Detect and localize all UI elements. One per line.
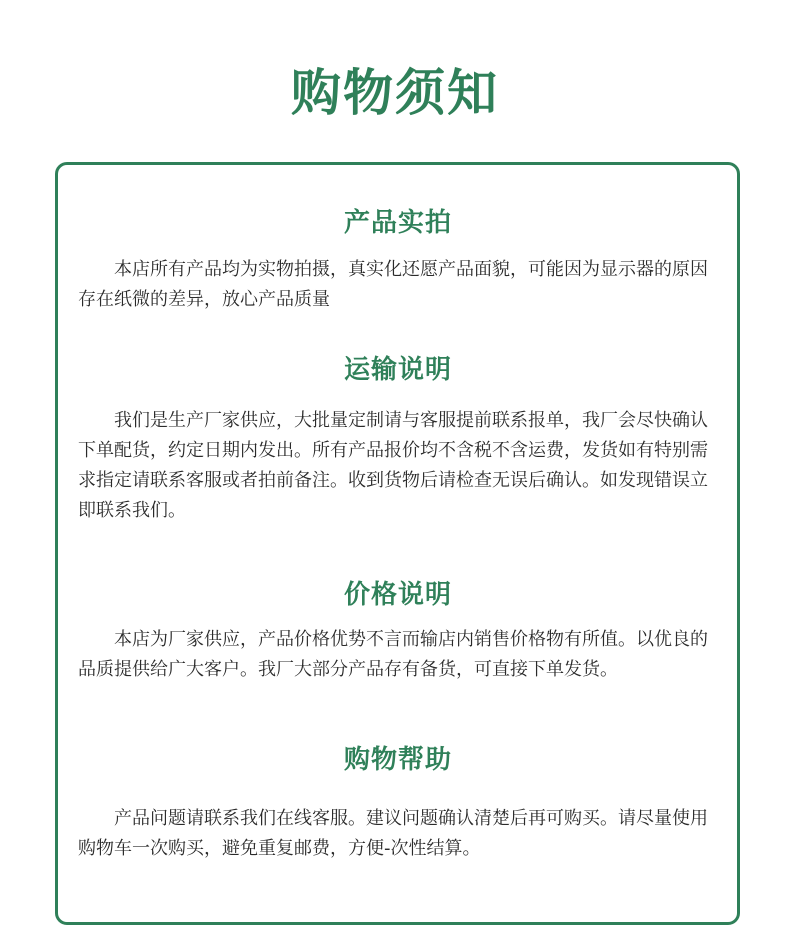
section-shopping-help xyxy=(78,742,718,864)
section-price xyxy=(78,577,718,685)
section-body: 本店所有产品均为实物拍摄，真实化还愿产品面貌，可能因为显示器的原因存在纸微的差异，放心产品质量 xyxy=(78,259,708,310)
section-body: 本店为厂家供应，产品价格优势不言而输店内销售价格物有所值。以优良的品质提供给广大客户。我厂大部分产品存有备货，可直接下单发货。 xyxy=(78,629,708,680)
section-heading: 价格说明 xyxy=(343,580,452,610)
section-heading: 产品实拍 xyxy=(343,208,452,238)
page-title: 购物须知 xyxy=(291,64,499,122)
section-body: 产品问题请联系我们在线客服。建议问题确认清楚后再可购买。请尽量使用购物车一次购买，避免重复邮费，方便-次性结算。 xyxy=(78,808,708,859)
section-heading: 购物帮助 xyxy=(343,745,452,775)
section-body: 我们是生产厂家供应，大批量定制请与客服提前联系报单，我厂会尽快确认下单配货，约定日期内发出。所有产品报价均不含税不含运费，发货如有特别需求指定请联系客服或者拍前备注。收到货物后请检查无误后确认。如发现错误立即联系我们。 xyxy=(78,410,708,521)
section-product-photos xyxy=(78,205,718,315)
section-heading: 运输说明 xyxy=(343,355,452,385)
section-shipping xyxy=(78,352,718,526)
